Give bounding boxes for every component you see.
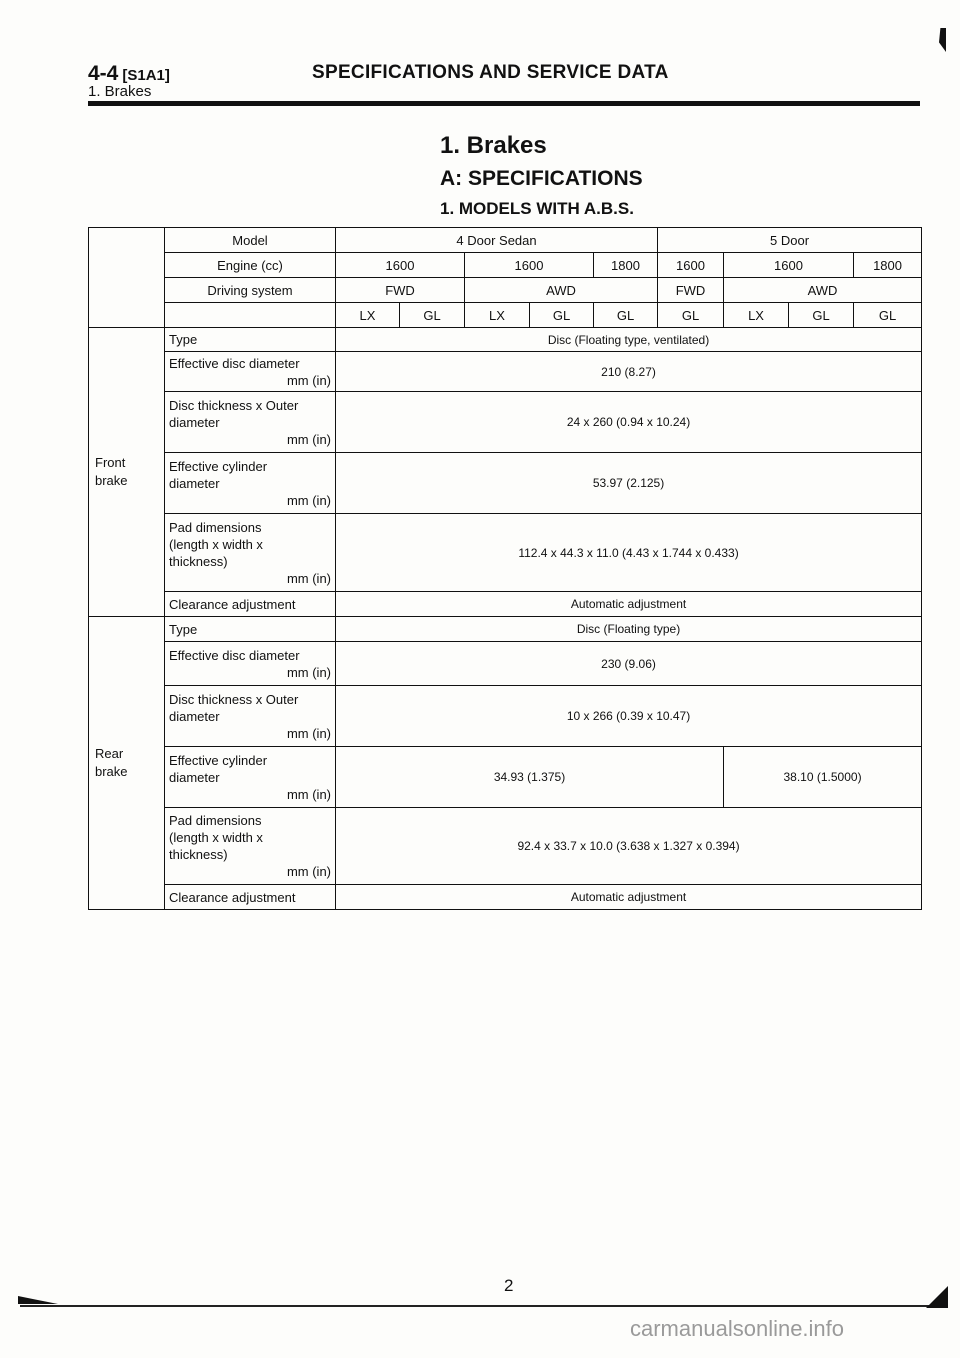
- front-type-row: [89, 328, 922, 352]
- engine-cell: 1600: [336, 253, 465, 278]
- rear-disc-diameter-value: 230 (9.06): [336, 642, 922, 686]
- trim-cell: LX: [724, 303, 789, 328]
- trim-cell: LX: [465, 303, 530, 328]
- front-disc-diameter-value: 210 (8.27): [336, 352, 922, 392]
- drive-cell: FWD: [336, 278, 465, 303]
- chapter-heading: 1. Brakes: [440, 132, 547, 159]
- engine-cell: 1800: [594, 253, 658, 278]
- front-type-value: Disc (Floating type, ventilated): [336, 328, 922, 352]
- rear-type-value: Disc (Floating type): [336, 617, 922, 642]
- pad-dimensions-label: Pad dimensions (length x width x thickness) mm (in): [165, 514, 336, 592]
- pad-dimensions-label: Pad dimensions (length x width x thickness) mm (in): [165, 808, 336, 885]
- engine-label: Engine (cc): [165, 253, 336, 278]
- front-clearance-value: Automatic adjustment: [336, 592, 922, 617]
- rear-cylinder-row: [89, 747, 922, 808]
- driving-system-row: [89, 278, 922, 303]
- cylinder-diameter-label: Effective cylinder diameter mm (in): [165, 747, 336, 808]
- drive-cell: FWD: [658, 278, 724, 303]
- disc-thickness-label: Disc thickness x Outer diameter mm (in): [165, 686, 336, 747]
- corner-scan-mark: [939, 28, 946, 52]
- trim-cell: GL: [854, 303, 922, 328]
- corner-cell: [89, 228, 165, 253]
- type-label: Type: [165, 617, 336, 642]
- rear-cylinder-value-b: 38.10 (1.5000): [724, 747, 922, 808]
- front-pad-row: [89, 514, 922, 592]
- rear-cylinder-value-a: 34.93 (1.375): [336, 747, 724, 808]
- corner-cell: [89, 278, 165, 303]
- rear-disc-diameter-row: [89, 642, 922, 686]
- subsection-heading: 1. MODELS WITH A.B.S.: [440, 199, 634, 218]
- cylinder-diameter-label: Effective cylinder diameter mm (in): [165, 453, 336, 514]
- model-label: Model: [165, 228, 336, 253]
- front-cylinder-row: [89, 453, 922, 514]
- clearance-label: Clearance adjustment: [165, 885, 336, 910]
- front-disc-thickness-row: [89, 392, 922, 453]
- front-brake-group: Front brake: [89, 328, 165, 617]
- front-pad-value: 112.4 x 44.3 x 11.0 (4.43 x 1.744 x 0.433): [336, 514, 922, 592]
- rear-clearance-value: Automatic adjustment: [336, 885, 922, 910]
- trim-cell: GL: [530, 303, 594, 328]
- corner-cell: [89, 303, 165, 328]
- disc-thickness-label: Disc thickness x Outer diameter mm (in): [165, 392, 336, 453]
- header-rule: [88, 101, 920, 106]
- disc-diameter-label: Effective disc diameter mm (in): [165, 642, 336, 686]
- page-header-subtitle: 1. Brakes: [88, 83, 152, 100]
- model-5-door: 5 Door: [658, 228, 922, 253]
- engine-cell: 1600: [724, 253, 854, 278]
- footer-rule: [20, 1305, 945, 1307]
- disc-diameter-label: Effective disc diameter mm (in): [165, 352, 336, 392]
- type-label: Type: [165, 328, 336, 352]
- rear-pad-value: 92.4 x 33.7 x 10.0 (3.638 x 1.327 x 0.394): [336, 808, 922, 885]
- engine-row: [89, 253, 922, 278]
- rear-type-row: [89, 617, 922, 642]
- trim-cell: LX: [336, 303, 400, 328]
- rear-disc-thickness-value: 10 x 266 (0.39 x 10.47): [336, 686, 922, 747]
- trim-cell: GL: [594, 303, 658, 328]
- rear-clearance-row: [89, 885, 922, 910]
- drive-cell: AWD: [724, 278, 922, 303]
- section-code: 4-4 [S1A1]: [88, 62, 170, 85]
- rear-disc-thickness-row: [89, 686, 922, 747]
- page-number: 2: [504, 1276, 514, 1295]
- trim-row: [89, 303, 922, 328]
- page-header-title: SPECIFICATIONS AND SERVICE DATA: [312, 62, 669, 83]
- engine-cell: 1800: [854, 253, 922, 278]
- rear-brake-group: Rear brake: [89, 617, 165, 910]
- front-clearance-row: [89, 592, 922, 617]
- front-cylinder-value: 53.97 (2.125): [336, 453, 922, 514]
- driving-system-label: Driving system: [165, 278, 336, 303]
- trim-cell: GL: [658, 303, 724, 328]
- clearance-label: Clearance adjustment: [165, 592, 336, 617]
- section-heading: A: SPECIFICATIONS: [440, 167, 643, 190]
- brake-specifications-table: [88, 227, 922, 910]
- corner-cell: [89, 253, 165, 278]
- footer-left-mark: [18, 1296, 58, 1304]
- front-disc-diameter-row: [89, 352, 922, 392]
- model-4-door-sedan: 4 Door Sedan: [336, 228, 658, 253]
- engine-cell: 1600: [465, 253, 594, 278]
- trim-label-blank: [165, 303, 336, 328]
- trim-cell: GL: [789, 303, 854, 328]
- rear-pad-row: [89, 808, 922, 885]
- model-row: [89, 228, 922, 253]
- drive-cell: AWD: [465, 278, 658, 303]
- watermark: carmanualsonline.info: [630, 1316, 845, 1341]
- engine-cell: 1600: [658, 253, 724, 278]
- front-disc-thickness-value: 24 x 260 (0.94 x 10.24): [336, 392, 922, 453]
- trim-cell: GL: [400, 303, 465, 328]
